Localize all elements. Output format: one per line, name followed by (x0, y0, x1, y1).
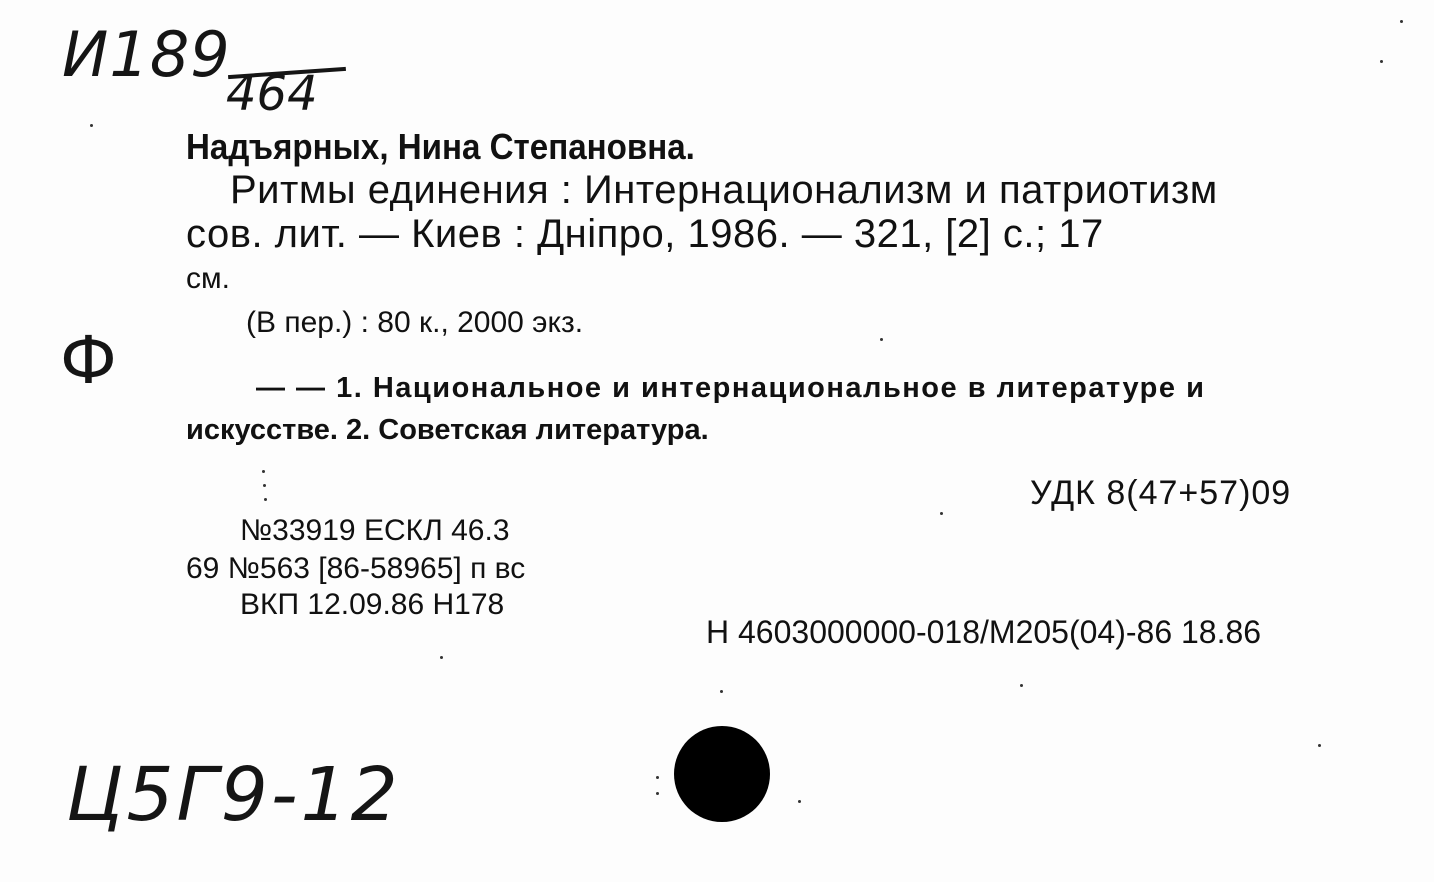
title-line-3: см. (186, 262, 230, 295)
speck (1400, 20, 1403, 23)
catalog-code-line-3: ВКП 12.09.86 Н178 (240, 588, 505, 621)
speck (264, 498, 267, 501)
speck (656, 792, 659, 795)
speck (1318, 744, 1321, 747)
speck (880, 338, 883, 341)
speck (263, 484, 266, 487)
shelf-mark-sub: 464 (226, 66, 318, 122)
udc-code: УДК 8(47+57)09 (1030, 474, 1292, 512)
shelf-mark: И189 (62, 18, 231, 91)
punch-hole (674, 726, 770, 822)
speck (720, 690, 723, 693)
speck (1020, 684, 1023, 687)
handwritten-phi-mark: Ф (60, 322, 117, 399)
isbn-line: Н 4603000000-018/М205(04)-86 18.86 (706, 614, 1262, 650)
catalog-code-line-1: №33919 ЕСКЛ 46.3 (240, 514, 510, 547)
price-line: (В пер.) : 80 к., 2000 экз. (246, 306, 584, 339)
speck (440, 656, 443, 659)
speck (656, 776, 659, 779)
title-line-2: сов. лит. — Киев : Дніпро, 1986. — 321, [2] с.; 17 (186, 212, 1104, 256)
catalog-code-line-2: 69 №563 [86-58965] п вс (186, 552, 526, 585)
author-name: Надъярных, Нина Степановна. (186, 126, 695, 167)
speck (262, 470, 265, 473)
title-line-1: Ритмы единения : Интернационализм и патриотизм (230, 168, 1218, 212)
subjects-line-1: — — 1. Национальное и интернациональное в литературе и (256, 372, 1206, 404)
speck (940, 512, 943, 515)
speck (798, 800, 801, 803)
speck (90, 124, 93, 127)
speck (1380, 60, 1383, 63)
subjects-line-2: искусстве. 2. Советская литература. (186, 414, 709, 446)
inventory-number: Ц5Г9-12 (66, 752, 401, 838)
